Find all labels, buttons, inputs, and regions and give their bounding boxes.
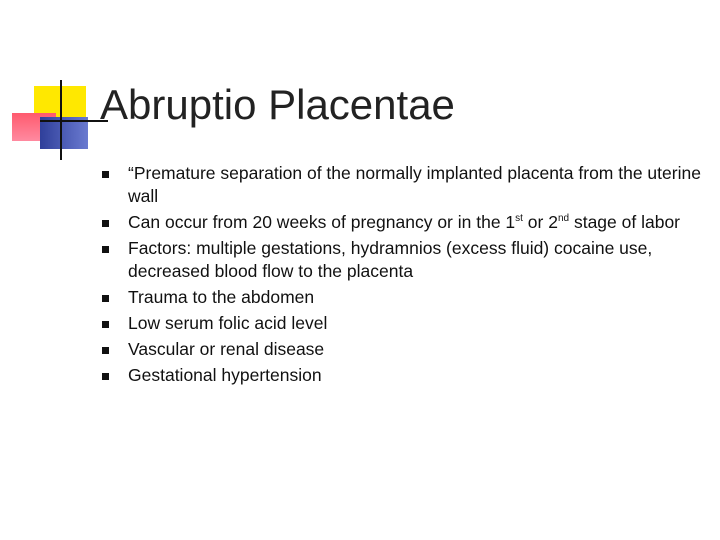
square-bullet-icon xyxy=(102,246,109,253)
bullet-text: Gestational hypertension xyxy=(128,365,322,385)
bullet-text: Factors: multiple gestations, hydramnios (excess fluid) cocaine use, decreased blood flow to the placenta xyxy=(128,238,653,281)
bullet-text-part: Can occur from 20 weeks of pregnancy or in the 1 xyxy=(128,212,516,232)
bullet-item xyxy=(102,286,702,309)
bullet-text: Vascular or renal disease xyxy=(128,339,325,359)
bullet-list xyxy=(102,162,702,390)
bullet-text-part: or 2 xyxy=(522,212,558,232)
square-bullet-icon xyxy=(102,171,109,178)
square-bullet-icon xyxy=(102,295,109,302)
bullet-item xyxy=(102,312,702,335)
bullet-item xyxy=(102,338,702,361)
square-bullet-icon xyxy=(102,347,109,354)
decorative-logo xyxy=(0,0,100,170)
square-bullet-icon xyxy=(102,220,109,227)
ordinal-superscript: st xyxy=(515,213,523,225)
square-bullet-icon xyxy=(102,321,109,328)
ordinal-superscript: nd xyxy=(557,213,570,225)
bullet-text-part: stage of labor xyxy=(569,212,680,232)
logo-horizontal-line xyxy=(40,120,108,122)
bullet-text: Trauma to the abdomen xyxy=(128,287,315,307)
bullet-text: “Premature separation of the normally implanted placenta from the uterine wall xyxy=(128,163,701,206)
slide-title: Abruptio Placentae xyxy=(100,81,455,128)
bullet-item xyxy=(102,364,702,387)
bullet-text: Low serum folic acid level xyxy=(128,313,328,333)
bullet-item xyxy=(102,162,702,208)
bullet-item xyxy=(102,211,702,234)
square-bullet-icon xyxy=(102,373,109,380)
bullet-item xyxy=(102,237,702,283)
